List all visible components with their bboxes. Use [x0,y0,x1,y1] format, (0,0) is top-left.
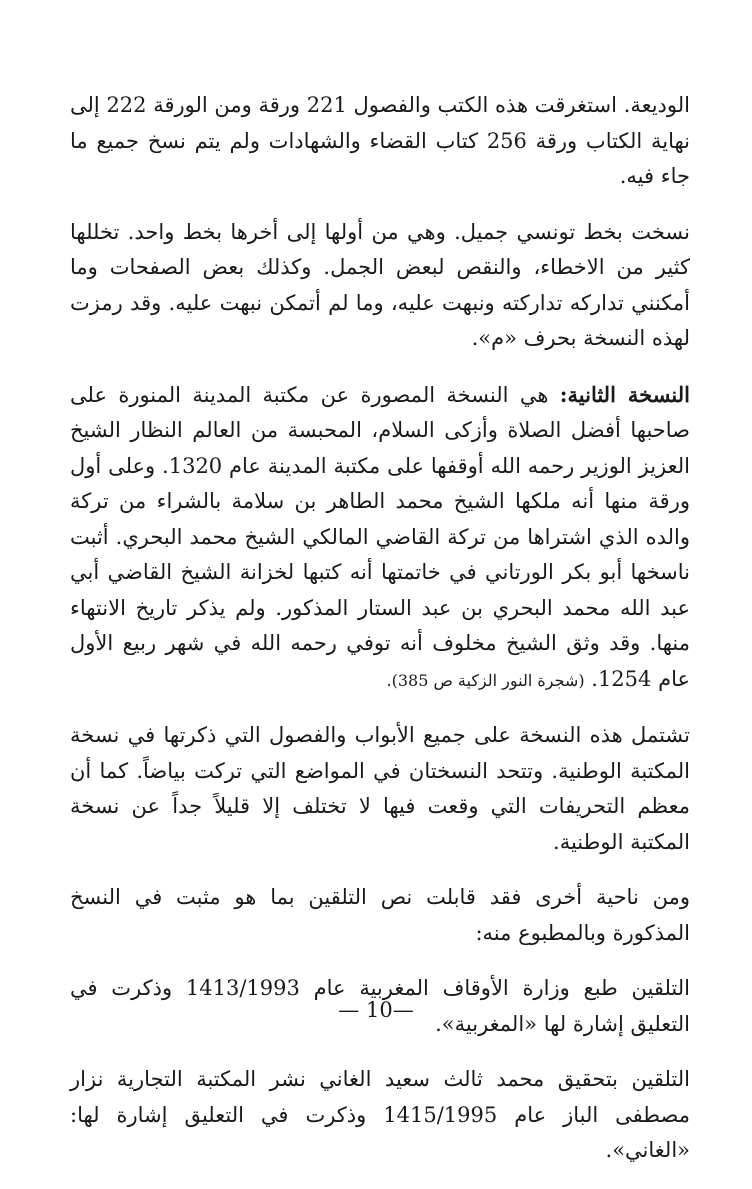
paragraph-2 [70,215,690,357]
paragraph-4-text: تشتمل هذه النسخة على جميع الأبواب والفصول التي ذكرتها في نسخة المكتبة الوطنية. وتتحد النسختان في المواضع التي تركت بياضاً. كما أن معظم التحريفات التي وقعت فيها لا تختلف إلا قليلاً جداً عن نسخة المكتبة الوطنية. [70,723,690,854]
second-copy-heading: النسخة الثانية: [559,381,690,407]
paragraph-3 [70,377,690,699]
paragraph-7 [70,1062,690,1169]
paragraph-7-text: التلقين بتحقيق محمد ثالث سعيد الغاني نشر المكتبة التجارية نزار مصطفى الباز عام 1415/1995 وذكرت في التعليق إشارة لها: «الغاني». [70,1067,690,1162]
paragraph-3-text [70,377,690,699]
paragraph-1 [70,88,690,195]
citation: (شجرة النور الزكية ص 385). [386,670,585,690]
paragraph-4 [70,718,690,860]
paragraph-5-text: ومن ناحية أخرى فقد قابلت نص التلقين بما هو مثبت في النسخ المذكورة وبالمطبوع منه: [70,885,690,945]
second-copy-body: هي النسخة المصورة عن مكتبة المدينة المنورة على صاحبها أفضل الصلاة وأزكى السلام، المحبسة من العالم النظار الشيخ العزيز الوزير رحمه الله أوقفها على مكتبة المدينة عام 1320. وعلى أول ورقة منها أنه ملكها الشيخ محمد الطاهر بن سلامة بالشراء من تركة والده الذي اشتراها من تركة القاضي المالكي الشيخ محمد البحري. أثبت ناسخها أبو بكر الورتاني في خاتمتها أنه كتبها لخزانة الشيخ القاضي أبي عبد الله محمد البحري بن عبد الستار المذكور. ولم يذكر تاريخ الانتهاء منها. وقد وثق الشيخ مخلوف أنه توفي رحمه الله في شهر ربيع الأول عام 1254. [70,382,690,691]
paragraph-2-text: نسخت بخط تونسي جميل. وهي من أولها إلى أخرها بخط واحد. تخللها كثير من الاخطاء، والنقص لبعض الجمل. وكذلك بعض الصفحات وما أمكنني تداركه تداركته ونبهت عليه، وما لم أتمكن نبهت عليه. وقد رمزت لهذه النسخة بحرف «م». [70,219,690,350]
document-page [70,88,690,1189]
paragraph-6-text: التلقين طبع وزارة الأوقاف المغربية عام 1413/1993 وذكرت في التعليق إشارة لها «المغربية». [70,976,690,1036]
paragraph-5 [70,880,690,951]
paragraph-1-text: الوديعة. استغرقت هذه الكتب والفصول 221 ورقة ومن الورقة 222 إلى نهاية الكتاب ورقة 256 كتاب القضاء والشهادات ولم يتم نسخ جميع ما جاء فيه. [70,93,690,188]
page-number: — 10— [338,998,414,1022]
